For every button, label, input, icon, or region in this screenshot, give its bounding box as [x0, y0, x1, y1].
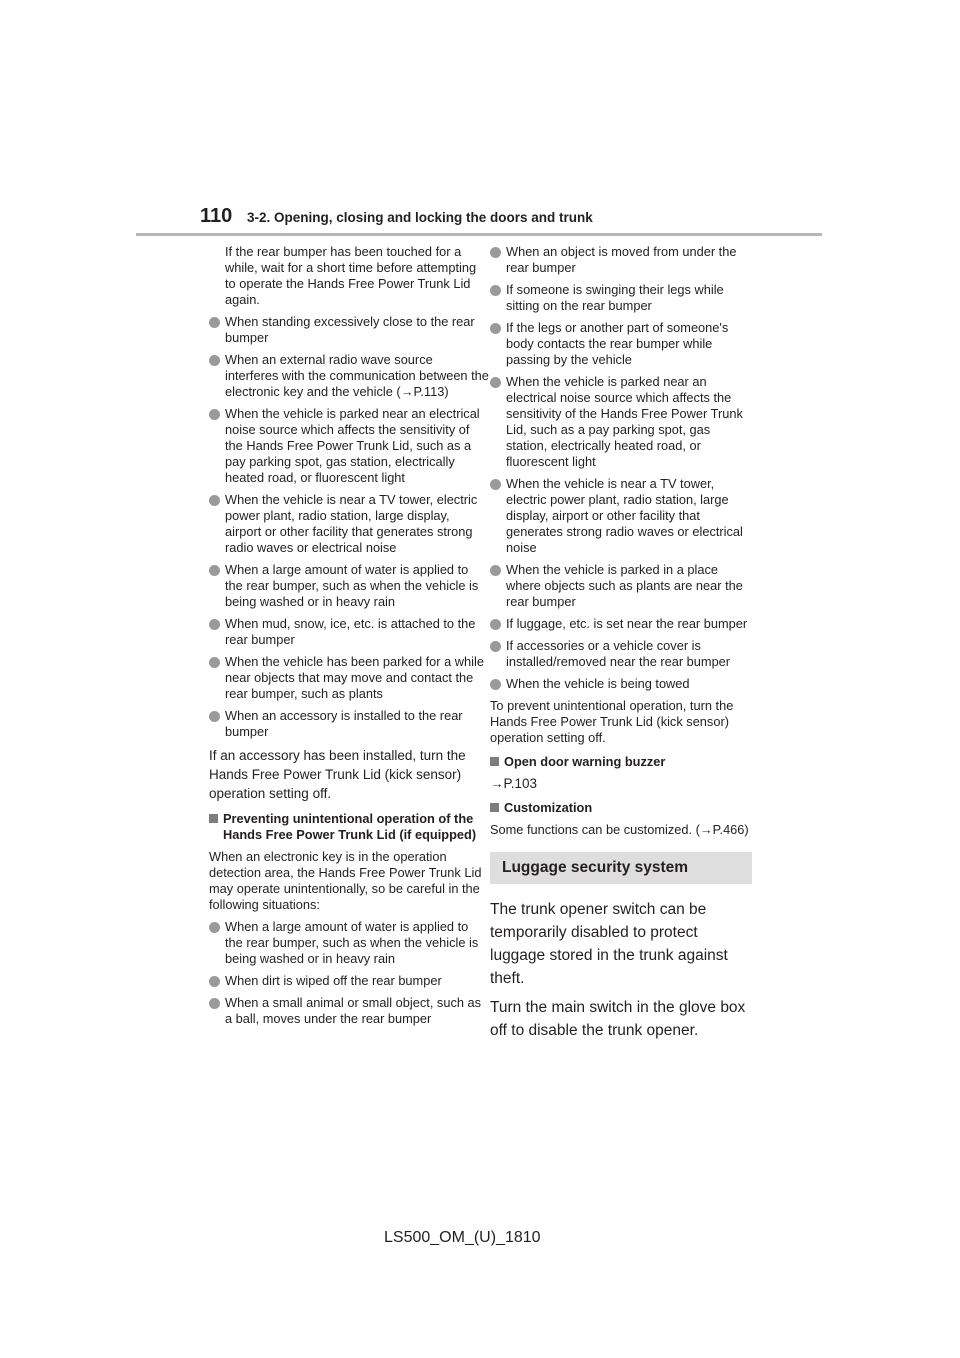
- bullet-icon: [490, 377, 501, 388]
- section-heading: [490, 800, 752, 816]
- bullet-text: When the vehicle is being towed: [506, 676, 690, 691]
- bullet-icon: [490, 565, 501, 576]
- bullet-icon: [209, 922, 220, 933]
- bullet-icon: [209, 998, 220, 1009]
- list-item: [490, 374, 752, 470]
- bullet-text: When the vehicle is near a TV tower, electric power plant, radio station, large display, airport or other facility that generates strong radio waves or electrical noise: [506, 476, 743, 555]
- bullet-icon: [209, 565, 220, 576]
- header-divider: [136, 233, 822, 236]
- bullet-icon: [209, 355, 220, 366]
- list-item: [209, 616, 489, 648]
- left-column: [209, 244, 489, 1033]
- bullet-text: If accessories or a vehicle cover is installed/removed near the rear bumper: [506, 638, 731, 669]
- section-title: Preventing unintentional operation of the Hands Free Power Trunk Lid (if equipped): [223, 811, 477, 842]
- bullet-text: When the vehicle has been parked for a while near objects that may move and contact the rear bumper, such as plants: [225, 654, 484, 701]
- list-item: [490, 476, 752, 556]
- custom-title: Customization: [504, 800, 593, 815]
- bullet-icon: [490, 641, 501, 652]
- luggage-paragraph-1: The trunk opener switch can be temporarily disabled to protect luggage stored in the trunk against theft.: [490, 901, 728, 987]
- square-bullet-icon: [490, 803, 499, 812]
- bullet-text: When the vehicle is parked in a place where objects such as plants are near the rear bumper: [506, 562, 743, 609]
- bullet-text: When mud, snow, ice, etc. is attached to the rear bumper: [225, 616, 476, 647]
- bullet-text: When a large amount of water is applied to the rear bumper, such as when the vehicle is being washed or in heavy rain: [225, 919, 479, 966]
- bullet-icon: [490, 679, 501, 690]
- list-item: [209, 562, 489, 610]
- chapter-title: 3-2. Opening, closing and locking the doors and trunk: [247, 210, 593, 225]
- list-item: [209, 654, 489, 702]
- list-item: [209, 973, 489, 989]
- list-item: [209, 995, 489, 1027]
- list-item: [209, 708, 489, 740]
- bullet-text: When standing excessively close to the rear bumper: [225, 314, 475, 345]
- bullet-icon: [490, 247, 501, 258]
- list-item: [209, 314, 489, 346]
- bullet-icon: [490, 323, 501, 334]
- bullet-text: When the vehicle is near a TV tower, electric power plant, radio station, large display, airport or other facility that generates strong radio waves or electrical noise: [225, 492, 478, 555]
- list-item: [490, 244, 752, 276]
- list-item: [209, 919, 489, 967]
- bullet-icon: [490, 285, 501, 296]
- bullet-text: When an external radio wave source interferes with the communication between the electronic key and the vehicle (→P.113): [225, 352, 489, 399]
- square-bullet-icon: [209, 814, 218, 823]
- bullet-text: When the vehicle is parked near an electrical noise source which affects the sensitivity of the Hands Free Power Trunk Lid, such as a pay parking spot, gas station, electrically heated road, or fluorescent light: [225, 406, 480, 485]
- section-heading: [209, 811, 489, 843]
- bullet-text: When a large amount of water is applied to the rear bumper, such as when the vehicle is being washed or in heavy rain: [225, 562, 479, 609]
- continuation-text: If the rear bumper has been touched for a while, wait for a short time before attempting to operate the Hands Free Power Trunk Lid again.: [225, 244, 477, 307]
- bullet-text: When the vehicle is parked near an electrical noise source which affects the sensitivity of the Hands Free Power Trunk Lid, such as a pay parking spot, gas station, electrically heated road, or fluorescent light: [506, 374, 743, 469]
- bullet-icon: [209, 976, 220, 987]
- document-code: LS500_OM_(U)_1810: [384, 1229, 541, 1246]
- bullet-icon: [209, 409, 220, 420]
- section-intro: When an electronic key is in the operation detection area, the Hands Free Power Trunk Lid may operate unintentionally, so be careful in the following situations:: [209, 849, 482, 912]
- square-bullet-icon: [490, 757, 499, 766]
- bullet-icon: [209, 711, 220, 722]
- page-reference: →P.103: [490, 776, 538, 791]
- section-heading: [490, 754, 752, 770]
- bullet-text: When a small animal or small object, such as a ball, moves under the rear bumper: [225, 995, 482, 1026]
- bullet-icon: [209, 657, 220, 668]
- page-number: 110: [200, 205, 233, 227]
- prevent-note: To prevent unintentional operation, turn the Hands Free Power Trunk Lid (kick sensor) operation setting off.: [490, 698, 734, 745]
- luggage-heading: Luggage security system: [490, 852, 752, 884]
- list-item: [490, 562, 752, 610]
- bullet-icon: [209, 317, 220, 328]
- bullet-text: When dirt is wiped off the rear bumper: [225, 973, 442, 988]
- bullet-text: If luggage, etc. is set near the rear bumper: [506, 616, 748, 631]
- right-column: [490, 244, 752, 1048]
- bullet-text: When an accessory is installed to the rear bumper: [225, 708, 463, 739]
- bullet-text: If someone is swinging their legs while sitting on the rear bumper: [506, 282, 724, 313]
- bullet-text: When an object is moved from under the rear bumper: [506, 244, 737, 275]
- custom-text: Some functions can be customized. (→P.466): [490, 822, 749, 837]
- list-item: [490, 638, 752, 670]
- bullet-icon: [209, 619, 220, 630]
- luggage-paragraph-2: Turn the main switch in the glove box off to disable the trunk opener.: [490, 999, 746, 1039]
- buzzer-title: Open door warning buzzer: [504, 754, 666, 769]
- list-item: [490, 282, 752, 314]
- bullet-icon: [209, 495, 220, 506]
- bullet-icon: [490, 479, 501, 490]
- list-item: [490, 320, 752, 368]
- list-item: [209, 492, 489, 556]
- accessory-note: If an accessory has been installed, turn the Hands Free Power Trunk Lid (kick sensor) operation setting off.: [209, 748, 466, 801]
- list-item: [490, 676, 752, 692]
- list-item: [209, 406, 489, 486]
- bullet-icon: [490, 619, 501, 630]
- bullet-text: If the legs or another part of someone's body contacts the rear bumper while passing by the vehicle: [506, 320, 729, 367]
- list-item: [209, 352, 489, 400]
- list-item: [490, 616, 752, 632]
